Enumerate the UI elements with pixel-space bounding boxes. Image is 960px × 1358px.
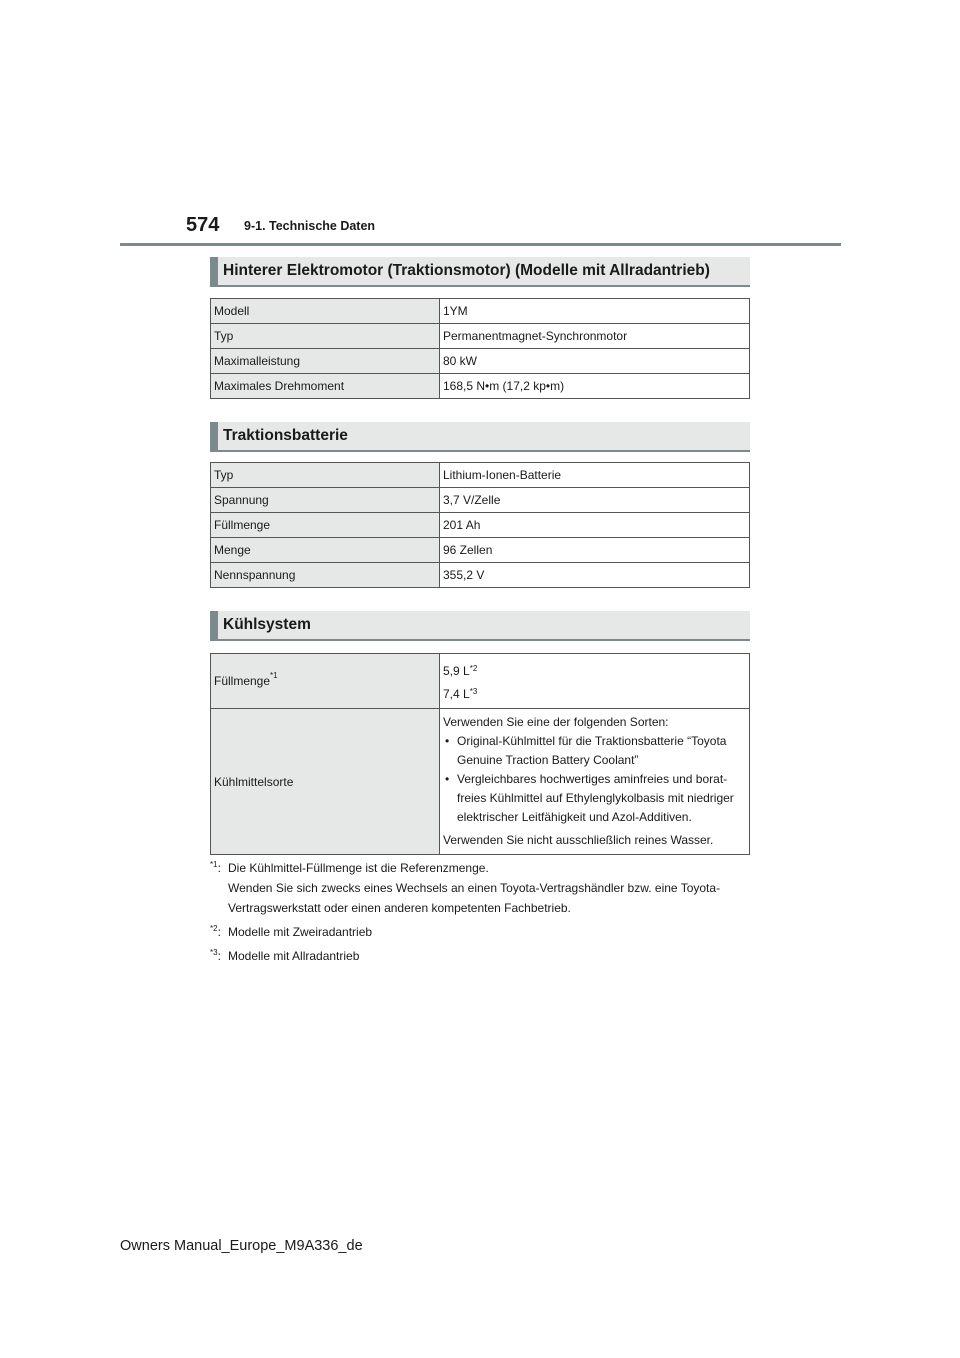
section-heading-motor (210, 257, 750, 287)
motor-spec-table (210, 298, 750, 399)
table-row (211, 513, 750, 538)
section-marker (210, 422, 218, 450)
battery-spec-table (210, 462, 750, 588)
footnote (210, 922, 770, 942)
row-label: Modell (211, 299, 440, 324)
section-heading-cooling (210, 611, 750, 641)
row-label: Füllmenge (211, 513, 440, 538)
chapter-title: 9-1. Technische Daten (244, 219, 376, 233)
footnote-text: Die Kühlmittel-Füllmenge ist die Referenzmenge. (228, 861, 489, 875)
row-value: Permanentmagnet-Synchronmotor (440, 324, 750, 349)
row-label: Typ (211, 324, 440, 349)
footnote-mark: $^{*3}$: (210, 948, 221, 963)
capacity-value-2wd: 5,9 $L^{*2}$ (443, 664, 478, 678)
list-item: • Vergleichbares hochwertiges aminfreies und boratfreies Kühlmittel auf Ethylenglykolbasis mit niedriger elektrischer Leitfähigkeit und Azol-Additiven. (443, 770, 746, 827)
table-row (211, 538, 750, 563)
table-row (211, 709, 750, 855)
row-label: Spannung (211, 488, 440, 513)
list-item: • Original-Kühlmittel für die Traktionsbatterie “Toyota Genuine Traction Battery Coolant” (443, 732, 746, 770)
row-value: 96 Zellen (440, 538, 750, 563)
footnote-mark: $^{*1}$: (210, 860, 221, 875)
cooling-spec-table (210, 653, 750, 855)
row-value: 355,2 V (440, 563, 750, 588)
footnote-text: Wenden Sie sich zwecks eines Wechsels an einen Toyota-Vertragshändler bzw. eine Toyota-Vertragswerkstatt oder einen anderen kompetenten Fachbetrieb. (228, 881, 721, 915)
row-label: Menge (211, 538, 440, 563)
footnote-mark: $^{*2}$: (210, 924, 221, 939)
footnote-ref: *1 (270, 671, 278, 680)
row-label: Typ (211, 463, 440, 488)
row-value: 1YM (440, 299, 750, 324)
header-rule (120, 243, 841, 246)
row-value: Lithium-Ionen-Batterie (440, 463, 750, 488)
coolant-note: Verwenden Sie nicht ausschließlich reines Wasser. (443, 832, 714, 847)
document-footer: Owners Manual_Europe_M9A336_de (120, 1238, 363, 1254)
footnote-text: Modelle mit Allradantrieb (228, 949, 360, 963)
table-row (211, 488, 750, 513)
table-row (211, 299, 750, 324)
table-row (211, 324, 750, 349)
table-row (211, 463, 750, 488)
section-title: Traktionsbatterie (223, 427, 348, 444)
section-title: Kühlsystem (223, 616, 311, 633)
section-title: Hinterer Elektromotor (Traktionsmotor) (Modelle mit Allradantrieb) (223, 262, 710, 279)
coolant-intro: Verwenden Sie eine der folgenden Sorten: (443, 714, 669, 729)
section-heading-battery (210, 422, 750, 452)
page-number: 574 (186, 214, 220, 236)
row-value (440, 654, 750, 709)
footnote (210, 946, 770, 966)
row-value: 80 kW (440, 349, 750, 374)
coolant-options (443, 732, 746, 827)
capacity-value-awd: 7,4 $L^{*3}$ (443, 687, 478, 701)
row-value: 3,7 V/Zelle (440, 488, 750, 513)
table-row (211, 374, 750, 399)
row-label: Kühlmittelsorte (211, 709, 440, 855)
row-label: Nennspannung (211, 563, 440, 588)
footnote-text: Modelle mit Zweiradantrieb (228, 925, 373, 939)
row-value: 168,5 N•m (17,2 kp•m) (440, 374, 750, 399)
capacity-label: Füllmenge (214, 674, 271, 688)
row-label: Maximalleistung (211, 349, 440, 374)
table-row (211, 654, 750, 709)
row-label: Maximales Drehmoment (211, 374, 440, 399)
table-row (211, 349, 750, 374)
row-value: 201 Ah (440, 513, 750, 538)
row-value (440, 709, 750, 855)
row-label (211, 654, 440, 709)
section-marker (210, 257, 218, 285)
footnotes (210, 858, 770, 970)
table-row (211, 563, 750, 588)
footnote (210, 858, 770, 918)
section-marker (210, 611, 218, 639)
